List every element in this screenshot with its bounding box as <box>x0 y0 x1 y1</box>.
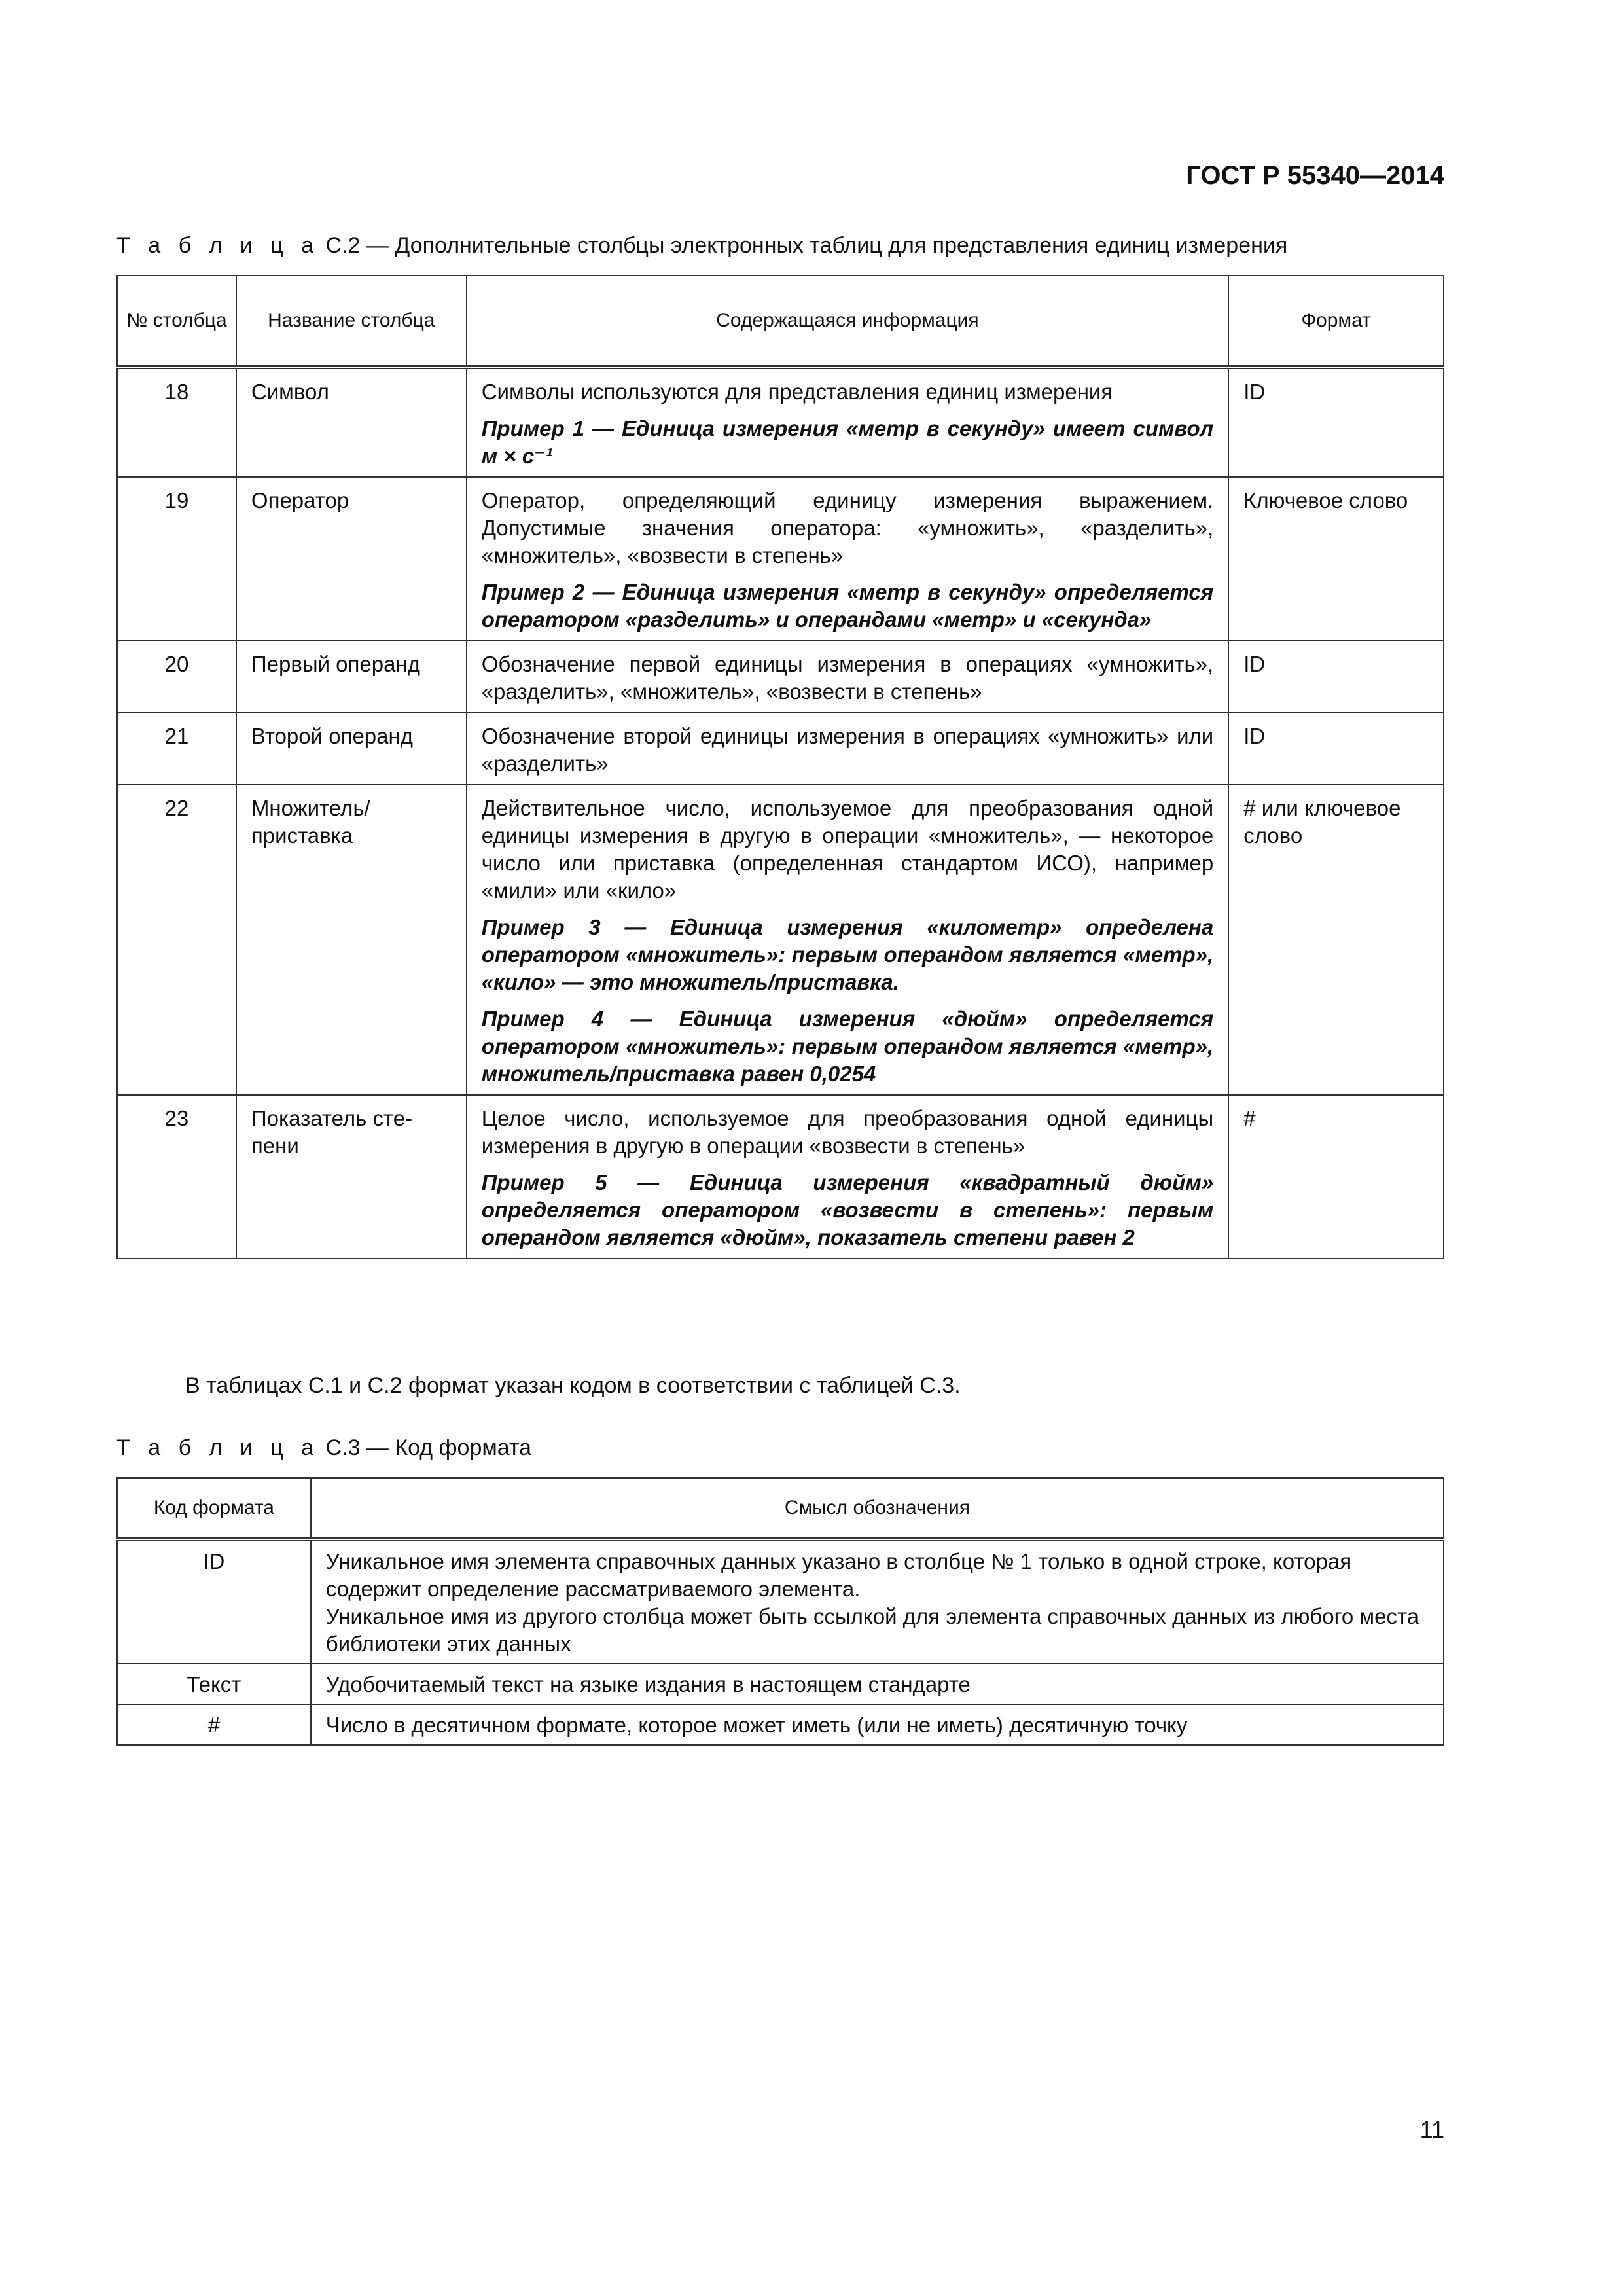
row-format: # или ключевое слово <box>1228 785 1444 1095</box>
table-c3-caption <box>116 1433 531 1462</box>
table-row <box>117 785 1444 1095</box>
row-number: 20 <box>117 641 236 713</box>
row-description: Действительное число, используемое для преобразования одной единицы измерения в другую в операции «множитель», — некоторое число или приставка (определенная стандартом ИСО), например «мили» или «кило» <box>481 796 1214 903</box>
meaning-line: Удобочитаемый текст на языке издания в настоящем стандарте <box>325 1672 971 1696</box>
format-code: ID <box>117 1539 311 1664</box>
table-row <box>117 477 1444 641</box>
table-row <box>117 1095 1444 1259</box>
row-description: Целое число, используемое для преобразования одной единицы измерения в другую в операции «возвести в степень» <box>481 1106 1214 1158</box>
row-example: Пример 4 — Единица измерения «дюйм» определяется оператором «множитель»: первым операндом является «метр», множитель/приставка равен 0,0254 <box>481 1007 1214 1086</box>
standard-designation: ГОСТ Р 55340—2014 <box>1186 161 1444 190</box>
row-column-name: Символ <box>236 367 467 477</box>
row-column-name: Оператор <box>236 477 467 641</box>
row-example: Пример 1 — Единица измерения «метр в секунду» имеет символ м × с⁻¹ <box>481 416 1214 468</box>
row-example: Пример 2 — Единица измерения «метр в секунду» определяется оператором «разделить» и операндами «метр» и «секунда» <box>481 580 1214 632</box>
table-c3 <box>116 1477 1444 1746</box>
table-row <box>117 713 1444 785</box>
row-content <box>467 785 1229 1095</box>
table-c2-header-row <box>117 276 1444 367</box>
format-code: # <box>117 1704 311 1745</box>
row-column-name: Множитель/ приставка <box>236 785 467 1095</box>
table-row <box>117 367 1444 477</box>
page-number: 11 <box>1419 2116 1444 2143</box>
row-format: ID <box>1228 641 1444 713</box>
table-c3-header-row <box>117 1478 1444 1539</box>
table-c2-caption <box>116 231 1287 260</box>
header-meaning: Смысл обозначения <box>311 1478 1444 1539</box>
header-format: Формат <box>1228 276 1444 367</box>
table-c3-caption-label: Т а б л и ц а <box>116 1435 320 1460</box>
row-format: ID <box>1228 367 1444 477</box>
row-format: # <box>1228 1095 1444 1259</box>
row-content <box>467 367 1229 477</box>
table-row <box>117 1539 1444 1664</box>
table-c3-caption-text: С.3 — Код формата <box>325 1435 531 1460</box>
format-code: Текст <box>117 1664 311 1704</box>
row-content <box>467 641 1229 713</box>
meaning-line: Число в десятичном формате, которое может иметь (или не иметь) десятичную точку <box>325 1713 1188 1737</box>
header-contained-info: Содержащаяся информация <box>467 276 1229 367</box>
row-number: 22 <box>117 785 236 1095</box>
row-description: Оператор, определяющий единицу измерения выражением. Допустимые значения оператора: «умножить», «разделить», «множитель», «возвести в степень» <box>481 488 1214 567</box>
row-number: 23 <box>117 1095 236 1259</box>
table-c2-caption-label: Т а б л и ц а <box>116 233 320 258</box>
table-c2-caption-text: С.2 — Дополнительные столбцы электронных таблиц для представления единиц измерения <box>325 233 1288 258</box>
format-meaning <box>311 1704 1444 1745</box>
row-example: Пример 3 — Единица измерения «километр» определена оператором «множитель»: первым операндом является «метр», «кило» — это множитель/приставка. <box>481 915 1214 994</box>
row-column-name: Второй операнд <box>236 713 467 785</box>
row-column-name: Показатель степени <box>236 1095 467 1259</box>
row-content <box>467 713 1229 785</box>
row-number: 21 <box>117 713 236 785</box>
row-content <box>467 477 1229 641</box>
format-note-paragraph: В таблицах С.1 и С.2 формат указан кодом в соответствии с таблицей С.3. <box>185 1373 961 1398</box>
row-number: 18 <box>117 367 236 477</box>
format-meaning <box>311 1664 1444 1704</box>
meaning-line: Уникальное имя из другого столбца может быть ссылкой для элемента справочных данных из любого места библиотеки этих данных <box>325 1604 1419 1656</box>
row-column-name: Первый операнд <box>236 641 467 713</box>
meaning-line: Уникальное имя элемента справочных данных указано в столбце № 1 только в одной строке, которая содержит определение рассматриваемого элемента. <box>325 1549 1352 1601</box>
row-format: ID <box>1228 713 1444 785</box>
format-meaning <box>311 1539 1444 1664</box>
row-description: Символы используются для представления единиц измерения <box>481 380 1113 404</box>
row-number: 19 <box>117 477 236 641</box>
row-description: Обозначение первой единицы измерения в операциях «умножить», «разделить», «множитель», «возвести в степень» <box>481 652 1214 704</box>
header-format-code: Код формата <box>117 1478 311 1539</box>
table-c2 <box>116 275 1444 1259</box>
row-description: Обозначение второй единицы измерения в операциях «умножить» или «разделить» <box>481 724 1214 776</box>
row-format: Ключевое слово <box>1228 477 1444 641</box>
table-row <box>117 1664 1444 1704</box>
table-row <box>117 1704 1444 1745</box>
table-row <box>117 641 1444 713</box>
header-column-number: № столбца <box>117 276 236 367</box>
header-column-name: Название столбца <box>236 276 467 367</box>
row-content <box>467 1095 1229 1259</box>
row-example: Пример 5 — Единица измерения «квадратный дюйм» определяется оператором «возвести в степень»: первым операндом является «дюйм», показатель степени равен 2 <box>481 1170 1214 1249</box>
